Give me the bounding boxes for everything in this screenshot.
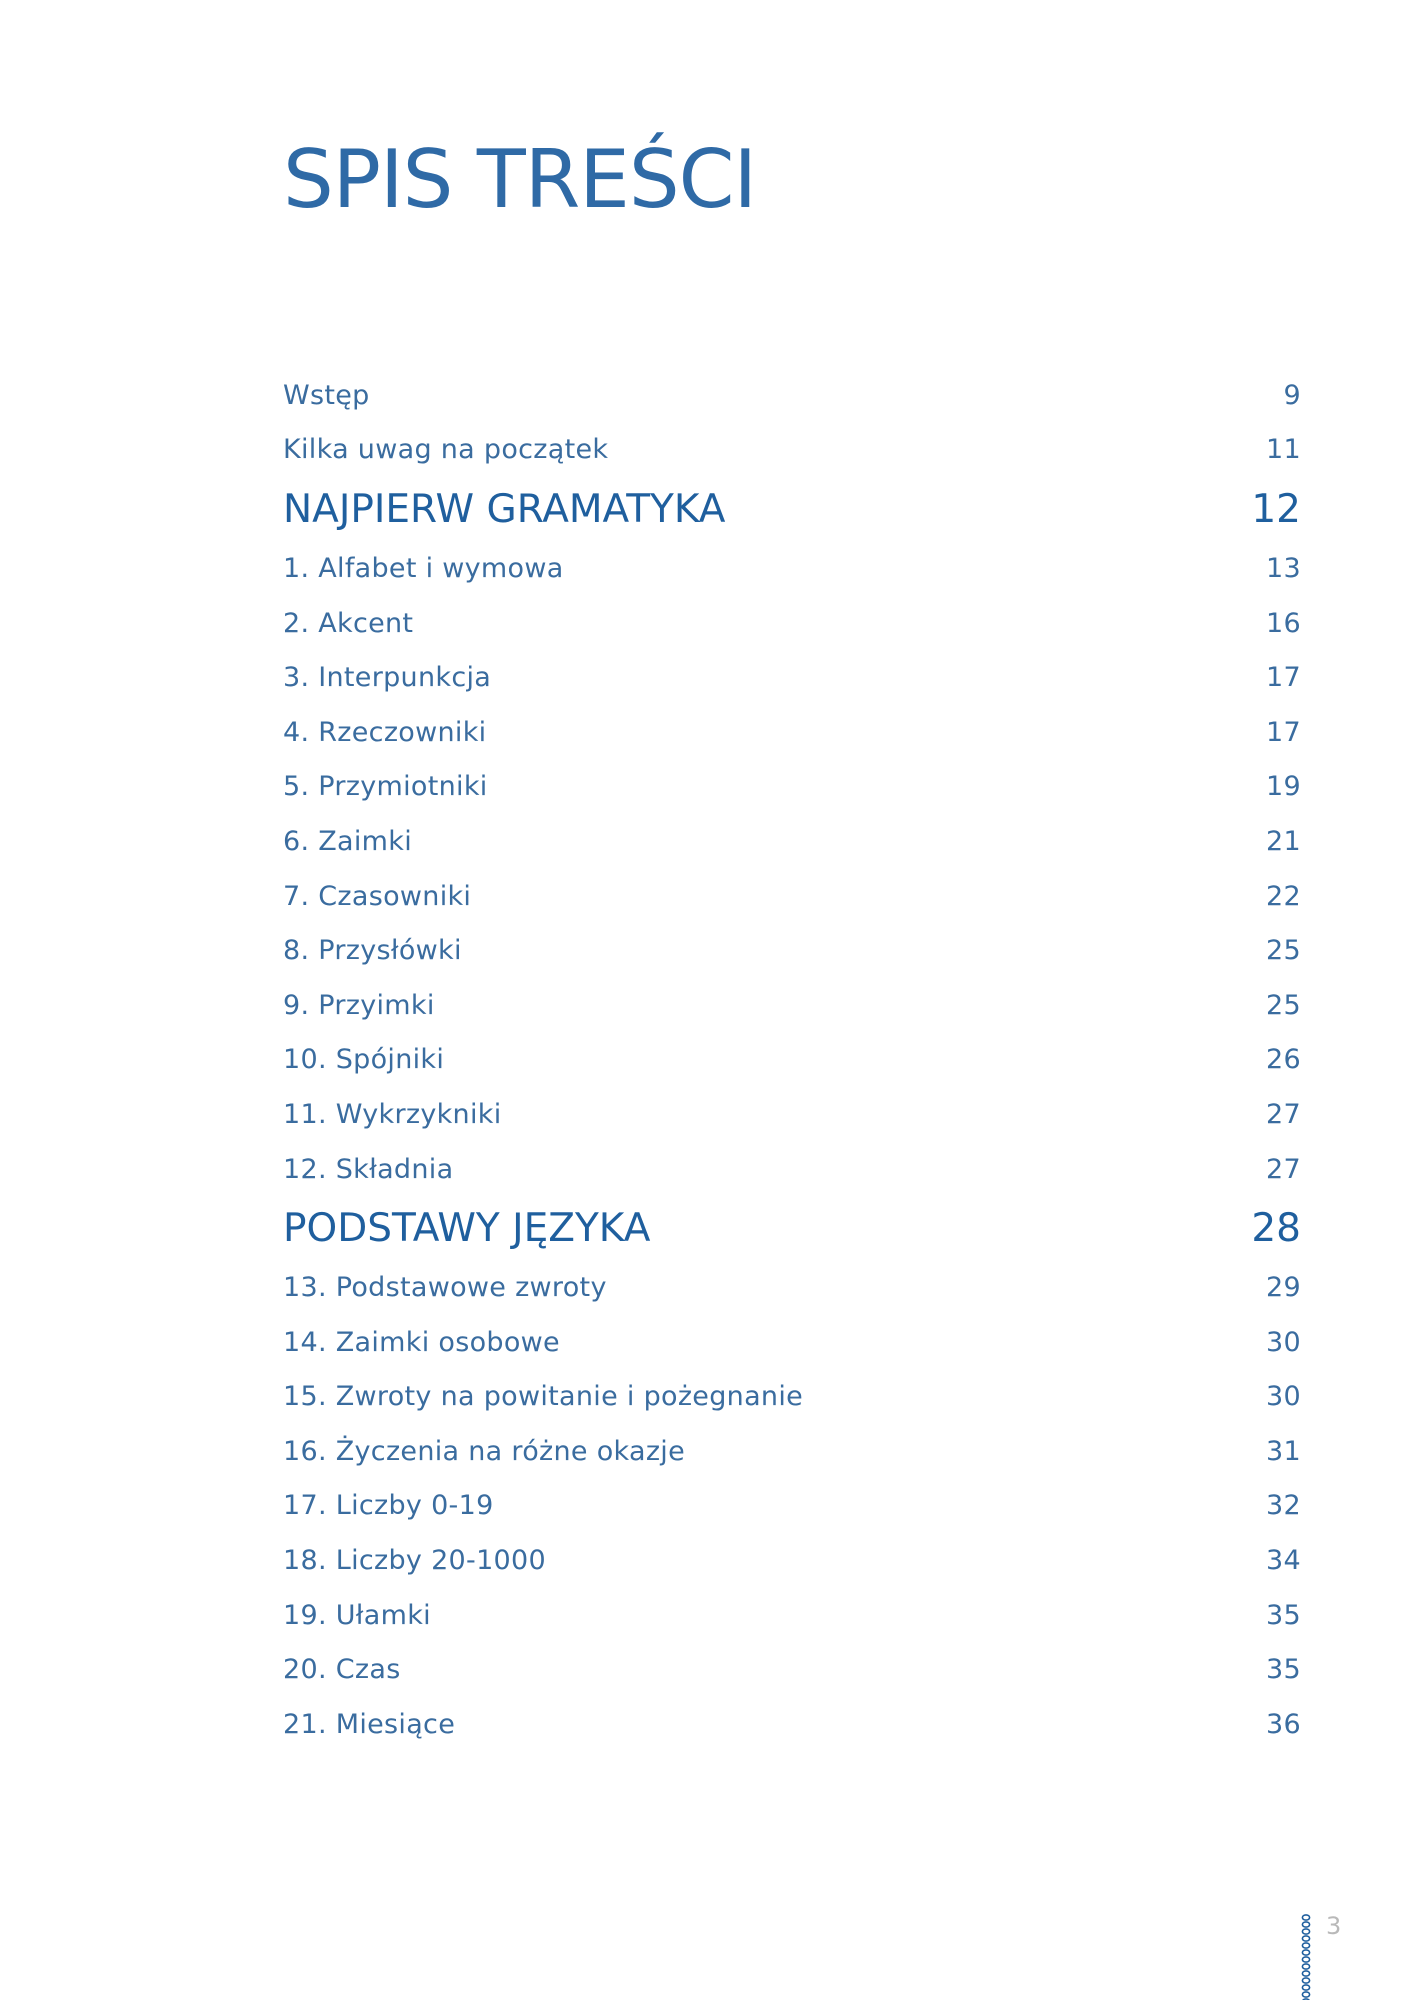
toc-entry-label: 15. Zwroty na powitanie i pożegnanie	[283, 1381, 804, 1413]
toc-entry-label: 3. Interpunkcja	[283, 662, 492, 694]
toc-entry-label: 2. Akcent	[283, 607, 414, 639]
toc-entry-label: 20. Czas	[283, 1654, 401, 1686]
toc-entry-page: 21	[1266, 825, 1301, 857]
toc-entry-page: 32	[1266, 1490, 1301, 1522]
toc-entry-page: 11	[1266, 434, 1301, 466]
toc-section-page: 28	[1251, 1205, 1301, 1251]
toc-entry[interactable]	[283, 705, 1301, 760]
toc-entry-page: 13	[1266, 552, 1301, 584]
toc-entry-page: 19	[1266, 771, 1301, 803]
toc-entry[interactable]	[283, 1642, 1301, 1697]
toc-entry-label: 14. Zaimki osobowe	[283, 1326, 560, 1358]
toc-entry-label: 8. Przysłówki	[283, 935, 462, 967]
toc-entry[interactable]	[283, 1087, 1301, 1142]
toc-entry-page: 17	[1266, 662, 1301, 694]
toc-entry[interactable]	[283, 1424, 1301, 1479]
decorative-spine-icon	[1300, 1914, 1312, 2000]
toc-entry-page: 22	[1266, 880, 1301, 912]
toc-section-page: 12	[1251, 486, 1301, 532]
toc-entry[interactable]	[283, 760, 1301, 815]
toc-entry[interactable]	[283, 978, 1301, 1033]
toc-section-label: PODSTAWY JĘZYKA	[283, 1205, 651, 1251]
toc-entry-page: 34	[1266, 1545, 1301, 1577]
toc-entry-label: Kilka uwag na początek	[283, 434, 609, 466]
toc-entry-page: 35	[1266, 1654, 1301, 1686]
toc-entry-page: 29	[1266, 1272, 1301, 1304]
toc-entry[interactable]	[283, 1370, 1301, 1425]
toc-entry-label: 18. Liczby 20-1000	[283, 1545, 546, 1577]
table-of-contents	[283, 368, 1301, 1752]
toc-entry-label: 13. Podstawowe zwroty	[283, 1272, 607, 1304]
toc-entry-label: Wstęp	[283, 379, 370, 411]
toc-entry-page: 35	[1266, 1599, 1301, 1631]
toc-entry-label: 12. Składnia	[283, 1153, 454, 1185]
toc-entry-label: 11. Wykrzykniki	[283, 1098, 502, 1130]
toc-entry[interactable]	[283, 1479, 1301, 1534]
toc-entry-page: 27	[1266, 1153, 1301, 1185]
toc-entry-label: 16. Życzenia na różne okazje	[283, 1435, 686, 1467]
toc-entry-label: 5. Przymiotniki	[283, 771, 488, 803]
toc-entry[interactable]	[283, 923, 1301, 978]
toc-entry-page: 26	[1266, 1044, 1301, 1076]
toc-section-heading[interactable]	[283, 477, 1301, 541]
toc-entry-label: 9. Przyimki	[283, 989, 435, 1021]
toc-entry[interactable]	[283, 1260, 1301, 1315]
toc-entry-label: 7. Czasowniki	[283, 880, 472, 912]
toc-section-heading[interactable]	[283, 1196, 1301, 1260]
toc-entry-label: 17. Liczby 0-19	[283, 1490, 494, 1522]
toc-entry[interactable]	[283, 541, 1301, 596]
toc-entry-page: 36	[1266, 1708, 1301, 1740]
toc-entry-label: 21. Miesiące	[283, 1708, 456, 1740]
toc-entry[interactable]	[283, 1033, 1301, 1088]
toc-entry-page: 16	[1266, 607, 1301, 639]
toc-entry-label: 19. Ułamki	[283, 1599, 431, 1631]
toc-entry-label: 4. Rzeczowniki	[283, 716, 487, 748]
page-title: SPIS TREŚCI	[283, 133, 757, 226]
toc-entry[interactable]	[283, 650, 1301, 705]
toc-entry[interactable]	[283, 869, 1301, 924]
toc-entry-page: 17	[1266, 716, 1301, 748]
toc-entry[interactable]	[283, 423, 1301, 478]
toc-entry-label: 10. Spójniki	[283, 1044, 445, 1076]
toc-entry[interactable]	[283, 814, 1301, 869]
toc-entry-page: 25	[1266, 935, 1301, 967]
toc-entry-page: 31	[1266, 1435, 1301, 1467]
toc-entry-page: 30	[1266, 1326, 1301, 1358]
toc-entry-label: 6. Zaimki	[283, 825, 413, 857]
toc-entry-page: 25	[1266, 989, 1301, 1021]
toc-section-label: NAJPIERW GRAMATYKA	[283, 486, 726, 532]
page-number: 3	[1326, 1912, 1342, 1940]
toc-entry-page: 9	[1283, 379, 1301, 411]
toc-entry-label: 1. Alfabet i wymowa	[283, 552, 564, 584]
toc-entry-page: 30	[1266, 1381, 1301, 1413]
toc-entry[interactable]	[283, 1315, 1301, 1370]
toc-entry[interactable]	[283, 1588, 1301, 1643]
toc-entry[interactable]	[283, 1533, 1301, 1588]
toc-entry[interactable]	[283, 1142, 1301, 1197]
toc-entry[interactable]	[283, 596, 1301, 651]
toc-entry[interactable]	[283, 1697, 1301, 1752]
toc-entry[interactable]	[283, 368, 1301, 423]
toc-entry-page: 27	[1266, 1098, 1301, 1130]
